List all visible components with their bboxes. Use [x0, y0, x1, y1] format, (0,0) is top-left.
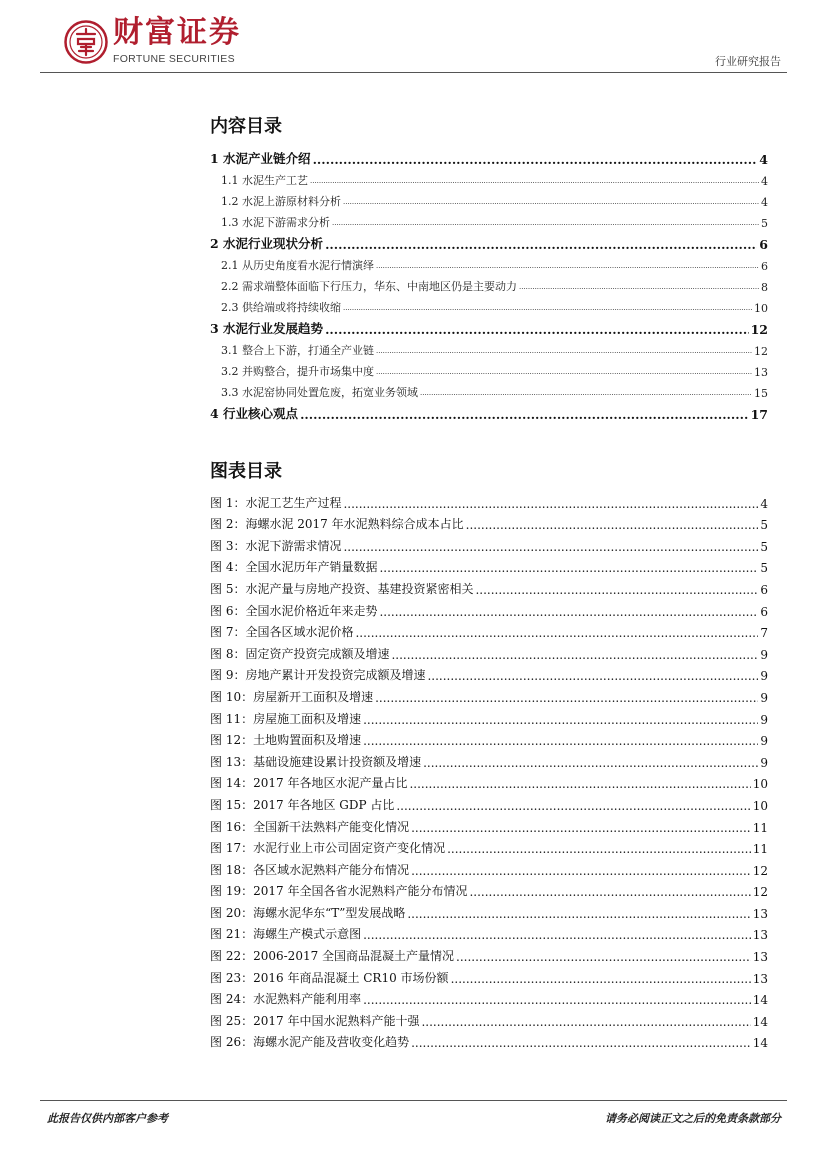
toc-section-entry[interactable] [210, 358, 768, 379]
figure-list-entry-page-number: 13 [752, 950, 768, 965]
page-header [0, 0, 827, 75]
toc-section-entry-page-number: 10 [754, 302, 768, 315]
figure-list-entry-page-number: 6 [760, 604, 768, 619]
header-divider [40, 72, 787, 73]
figure-list-entry[interactable] [210, 899, 768, 921]
dot-leader [411, 864, 751, 878]
figures-list [210, 489, 768, 1050]
dot-leader [343, 497, 758, 511]
toc-chapter-entry-label: 2 水泥行业现状分析 [210, 236, 324, 251]
dot-leader [300, 407, 749, 422]
dot-leader [363, 928, 751, 942]
figure-list-entry-label: 图 13：基础设施建设累计投资额及增速 [210, 754, 422, 769]
toc-section-entry[interactable] [210, 294, 768, 315]
figure-list-entry[interactable] [210, 532, 768, 554]
figure-list-entry[interactable] [210, 683, 768, 705]
figure-list-entry-page-number: 13 [752, 928, 768, 943]
figure-list-entry-label: 图 7：全国各区域水泥价格 [210, 625, 354, 640]
toc-section-entry[interactable] [210, 379, 768, 400]
dot-leader [423, 756, 758, 770]
figure-list-entry[interactable] [210, 640, 768, 662]
toc-section-entry-label: 2.3 供给端或将持续收缩 [221, 301, 341, 314]
figure-list-entry-label: 图 12：土地购置面积及增速 [210, 733, 362, 748]
figure-list-entry-page-number: 11 [752, 820, 768, 835]
figure-list-entry[interactable] [210, 489, 768, 511]
figure-list-entry-label: 图 5：水泥产量与房地产投资、基建投资紧密相关 [210, 581, 474, 596]
figure-list-entry-page-number: 9 [760, 734, 768, 749]
dot-leader [396, 799, 750, 813]
figure-list-entry[interactable] [210, 770, 768, 792]
figure-list-entry-page-number: 14 [752, 1014, 768, 1029]
figure-list-entry-page-number: 7 [760, 626, 768, 641]
dot-leader [363, 713, 758, 727]
dot-leader [379, 605, 758, 619]
brand-name-cn: 财富证券 [113, 15, 241, 50]
figure-list-entry[interactable] [210, 575, 768, 597]
figure-list-entry-page-number: 12 [752, 885, 768, 900]
figure-list-entry-label: 图 24：水泥熟料产能利用率 [210, 992, 362, 1007]
dot-leader [363, 993, 751, 1007]
toc-chapter-entry-label: 4 行业核心观点 [210, 406, 299, 421]
toc-chapter-entry[interactable] [210, 315, 768, 337]
toc-chapter-entry-page-number: 17 [750, 407, 768, 422]
figure-list-entry-page-number: 9 [760, 669, 768, 684]
figure-list-entry-page-number: 4 [760, 496, 768, 511]
figure-list-entry[interactable] [210, 748, 768, 770]
toc-section-entry-label: 3.2 并购整合，提升市场集中度 [221, 365, 374, 378]
dot-leader [325, 322, 749, 337]
figure-list-entry-page-number: 12 [752, 863, 768, 878]
figure-list-entry[interactable] [210, 727, 768, 749]
figure-list-entry[interactable] [210, 619, 768, 641]
dot-leader [332, 219, 759, 228]
toc-section-entry[interactable] [210, 167, 768, 188]
toc-chapter-entry-page-number: 6 [759, 237, 768, 252]
contents-list [210, 145, 768, 422]
toc-section-entry[interactable] [210, 273, 768, 294]
figure-list-entry-label: 图 14：2017 年各地区水泥产量占比 [210, 776, 408, 791]
dot-leader [409, 777, 750, 791]
figure-list-entry-page-number: 9 [760, 755, 768, 770]
dot-leader [343, 304, 752, 313]
figure-list-entry-page-number: 13 [752, 906, 768, 921]
figure-list-entry-page-number: 6 [760, 582, 768, 597]
dot-leader [355, 626, 758, 640]
toc-section-entry[interactable] [210, 188, 768, 209]
toc-section-entry-label: 2.2 需求端整体面临下行压力，华东、中南地区仍是主要动力 [221, 280, 517, 293]
toc-chapter-entry-label: 3 水泥行业发展趋势 [210, 321, 324, 336]
toc-chapter-entry[interactable] [210, 230, 768, 252]
figure-list-entry[interactable] [210, 921, 768, 943]
figure-list-entry-label: 图 3：水泥下游需求情况 [210, 538, 342, 553]
toc-section-entry-page-number: 15 [754, 387, 768, 400]
figure-list-entry-page-number: 10 [752, 798, 768, 813]
company-logo-icon [64, 20, 108, 64]
figure-list-entry-page-number: 5 [760, 561, 768, 576]
toc-section-entry[interactable] [210, 337, 768, 358]
figure-list-entry[interactable] [210, 856, 768, 878]
figure-list-entry-label: 图 23：2016 年商品混凝土 CR10 市场份额 [210, 970, 449, 985]
figure-list-entry[interactable] [210, 878, 768, 900]
figure-list-entry-label: 图 16：全国新干法熟料产能变化情况 [210, 819, 410, 834]
toc-section-entry[interactable] [210, 252, 768, 273]
figure-list-entry[interactable] [210, 835, 768, 857]
figures-title: 图表目录 [210, 461, 282, 482]
dot-leader [451, 972, 751, 986]
dot-leader [379, 561, 758, 575]
dot-leader [343, 540, 758, 554]
dot-leader [376, 368, 752, 377]
toc-chapter-entry-label: 1 水泥产业链介绍 [210, 151, 311, 166]
figure-list-entry-label: 图 18：各区域水泥熟料产能分布情况 [210, 862, 410, 877]
figure-list-entry-label: 图 20：海螺水泥华东“T”型发展战略 [210, 905, 406, 920]
figure-list-entry-page-number: 9 [760, 690, 768, 705]
figure-list-entry-label: 图 17：水泥行业上市公司固定资产变化情况 [210, 841, 446, 856]
dot-leader [407, 907, 750, 921]
figure-list-entry-page-number: 10 [752, 777, 768, 792]
toc-chapter-entry[interactable] [210, 145, 768, 167]
toc-section-entry-label: 2.1 从历史角度看水泥行情演绎 [221, 259, 374, 272]
figure-list-entry-label: 图 25：2017 年中国水泥熟料产能十强 [210, 1013, 420, 1028]
toc-section-entry-label: 1.3 水泥下游需求分析 [221, 216, 330, 229]
dot-leader [391, 648, 758, 662]
figure-list-entry[interactable] [210, 662, 768, 684]
figure-list-entry-label: 图 15：2017 年各地区 GDP 占比 [210, 797, 395, 812]
figure-list-entry[interactable] [210, 813, 768, 835]
figure-list-entry-label: 图 8：固定资产投资完成额及增速 [210, 646, 390, 661]
dot-leader [456, 950, 751, 964]
dot-leader [475, 583, 758, 597]
figure-list-entry-page-number: 11 [752, 842, 768, 857]
figure-list-entry[interactable] [210, 597, 768, 619]
dot-leader [466, 518, 759, 532]
dot-leader [363, 734, 758, 748]
figure-list-entry-label: 图 1：水泥工艺生产过程 [210, 495, 342, 510]
dot-leader [420, 389, 752, 398]
figure-list-entry-page-number: 14 [752, 1036, 768, 1051]
dot-leader [325, 237, 757, 252]
dot-leader [343, 198, 759, 207]
dot-leader [310, 177, 759, 186]
dot-leader [411, 821, 751, 835]
figure-list-entry-label: 图 10：房屋新开工面积及增速 [210, 689, 374, 704]
toc-title: 内容目录 [210, 116, 282, 137]
figure-list-entry-page-number: 13 [752, 971, 768, 986]
figure-list-entry-label: 图 19：2017 年全国各省水泥熟料产能分布情况 [210, 884, 468, 899]
dot-leader [411, 1036, 751, 1050]
report-type: 行业研究报告 [715, 55, 781, 68]
footer-disclaimer-right: 请务必阅读正文之后的免责条款部分 [605, 1112, 781, 1125]
dot-leader [519, 283, 759, 292]
figure-list-entry-label: 图 22：2006-2017 全国商品混凝土产量情况 [210, 949, 455, 964]
toc-section-entry-label: 3.1 整合上下游，打通全产业链 [221, 344, 374, 357]
figure-list-entry[interactable] [210, 986, 768, 1008]
figure-list-entry-label: 图 2：海螺水泥 2017 年水泥熟料综合成本占比 [210, 517, 464, 532]
figure-list-entry[interactable] [210, 554, 768, 576]
toc-section-entry-page-number: 4 [761, 175, 768, 188]
dot-leader [447, 842, 751, 856]
toc-section-entry-page-number: 6 [761, 260, 768, 273]
figure-list-entry-label: 图 11：房屋施工面积及增速 [210, 711, 362, 726]
dot-leader [427, 669, 758, 683]
figure-list-entry-page-number: 9 [760, 712, 768, 727]
toc-section-entry-page-number: 4 [761, 196, 768, 209]
dot-leader [313, 152, 758, 167]
figure-list-entry-label: 图 9：房地产累计开发投资完成额及增速 [210, 668, 426, 683]
figure-list-entry[interactable] [210, 511, 768, 533]
figure-list-entry-page-number: 5 [760, 518, 768, 533]
brand-name-en: FORTUNE SECURITIES [113, 53, 235, 65]
toc-section-entry-label: 3.3 水泥窑协同处置危废，拓宽业务领域 [221, 386, 418, 399]
toc-chapter-entry[interactable] [210, 400, 768, 422]
dot-leader [376, 262, 759, 271]
toc-section-entry-page-number: 12 [754, 345, 768, 358]
figure-list-entry-label: 图 26：海螺水泥产能及营收变化趋势 [210, 1035, 410, 1050]
footer-disclaimer-left: 此报告仅供内部客户参考 [47, 1112, 168, 1125]
figure-list-entry-page-number: 5 [760, 539, 768, 554]
figure-list-entry[interactable] [210, 791, 768, 813]
toc-section-entry[interactable] [210, 209, 768, 230]
dot-leader [375, 691, 758, 705]
figure-list-entry-label: 图 21：海螺生产模式示意图 [210, 927, 362, 942]
figure-list-entry[interactable] [210, 964, 768, 986]
dot-leader [421, 1015, 750, 1029]
dot-leader [376, 347, 752, 356]
toc-section-entry-page-number: 8 [761, 281, 768, 294]
figure-list-entry[interactable] [210, 942, 768, 964]
figure-list-entry-label: 图 6：全国水泥价格近年来走势 [210, 603, 378, 618]
figure-list-entry-page-number: 9 [760, 647, 768, 662]
figure-list-entry-page-number: 14 [752, 993, 768, 1008]
toc-section-entry-label: 1.2 水泥上游原材料分析 [221, 195, 341, 208]
dot-leader [469, 885, 750, 899]
figure-list-entry[interactable] [210, 1029, 768, 1051]
footer-divider [40, 1100, 787, 1101]
toc-section-entry-page-number: 5 [761, 217, 768, 230]
figure-list-entry-label: 图 4：全国水泥历年产销量数据 [210, 560, 378, 575]
toc-chapter-entry-page-number: 4 [759, 152, 768, 167]
figure-list-entry[interactable] [210, 1007, 768, 1029]
toc-chapter-entry-page-number: 12 [750, 322, 768, 337]
figure-list-entry[interactable] [210, 705, 768, 727]
toc-section-entry-page-number: 13 [754, 366, 768, 379]
toc-section-entry-label: 1.1 水泥生产工艺 [221, 174, 308, 187]
